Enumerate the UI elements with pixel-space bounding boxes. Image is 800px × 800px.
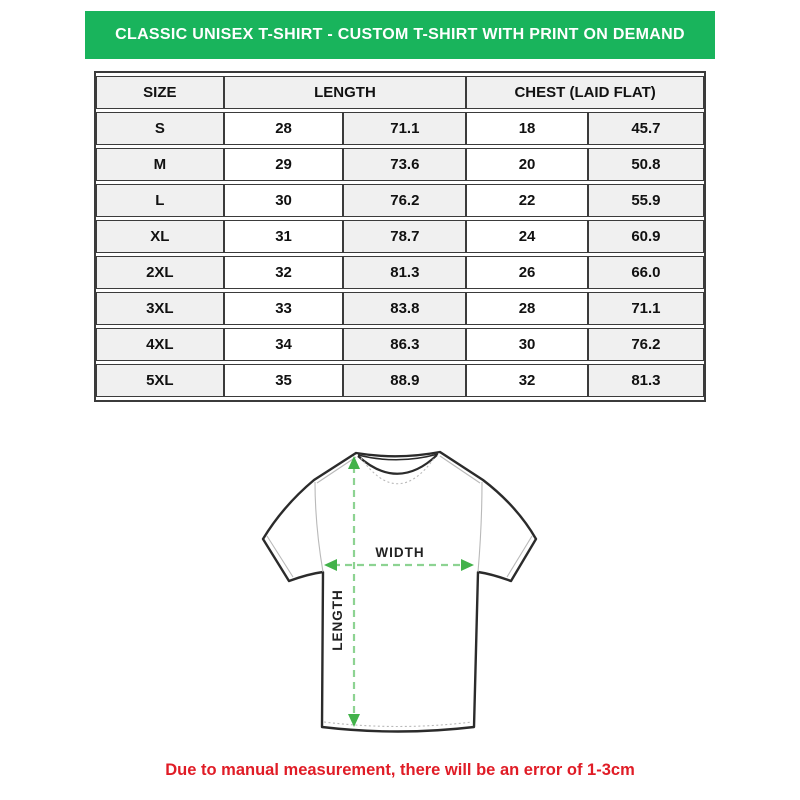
chest-cm-cell: 71.1 xyxy=(588,292,704,325)
length-in-cell: 28 xyxy=(224,112,344,145)
length-cm-cell: 73.6 xyxy=(343,148,466,181)
length-in-cell: 34 xyxy=(224,328,344,361)
chest-in-cell: 18 xyxy=(466,112,588,145)
column-header-chest: CHEST (LAID FLAT) xyxy=(466,76,704,109)
length-in-cell: 29 xyxy=(224,148,344,181)
length-cm-cell: 71.1 xyxy=(343,112,466,145)
size-cell: L xyxy=(96,184,224,217)
column-header-length: LENGTH xyxy=(224,76,467,109)
chest-cm-cell: 55.9 xyxy=(588,184,704,217)
length-in-cell: 35 xyxy=(224,364,344,397)
chest-in-cell: 22 xyxy=(466,184,588,217)
size-cell: S xyxy=(96,112,224,145)
chest-cm-cell: 45.7 xyxy=(588,112,704,145)
length-in-cell: 32 xyxy=(224,256,344,289)
chest-cm-cell: 66.0 xyxy=(588,256,704,289)
measurement-error-note: Due to manual measurement, there will be an error of 1-3cm xyxy=(165,761,635,779)
length-cm-cell: 81.3 xyxy=(343,256,466,289)
length-cm-cell: 86.3 xyxy=(343,328,466,361)
size-cell: 3XL xyxy=(96,292,224,325)
chest-cm-cell: 81.3 xyxy=(588,364,704,397)
size-chart-table xyxy=(94,71,706,402)
table-row xyxy=(96,184,704,217)
length-cm-cell: 83.8 xyxy=(343,292,466,325)
chest-in-cell: 24 xyxy=(466,220,588,253)
size-cell: 4XL xyxy=(96,328,224,361)
tshirt-diagram xyxy=(230,430,570,760)
table-row xyxy=(96,364,704,397)
chest-cm-cell: 60.9 xyxy=(588,220,704,253)
chest-cm-cell: 50.8 xyxy=(588,148,704,181)
tshirt-outline xyxy=(263,452,536,732)
table-row xyxy=(96,328,704,361)
column-header-size: SIZE xyxy=(96,76,224,109)
width-label: WIDTH xyxy=(375,545,425,560)
table-row xyxy=(96,256,704,289)
length-label: LENGTH xyxy=(330,589,345,651)
table-row xyxy=(96,112,704,145)
table-row xyxy=(96,148,704,181)
chest-in-cell: 26 xyxy=(466,256,588,289)
page-title: CLASSIC UNISEX T-SHIRT - CUSTOM T-SHIRT WITH PRINT ON DEMAND xyxy=(115,26,685,43)
table-row xyxy=(96,220,704,253)
chest-in-cell: 28 xyxy=(466,292,588,325)
size-cell: 5XL xyxy=(96,364,224,397)
size-cell: M xyxy=(96,148,224,181)
size-cell: XL xyxy=(96,220,224,253)
length-in-cell: 30 xyxy=(224,184,344,217)
length-in-cell: 31 xyxy=(224,220,344,253)
length-in-cell: 33 xyxy=(224,292,344,325)
chest-cm-cell: 76.2 xyxy=(588,328,704,361)
table-row xyxy=(96,292,704,325)
chest-in-cell: 30 xyxy=(466,328,588,361)
chest-in-cell: 32 xyxy=(466,364,588,397)
length-cm-cell: 88.9 xyxy=(343,364,466,397)
length-cm-cell: 76.2 xyxy=(343,184,466,217)
size-cell: 2XL xyxy=(96,256,224,289)
chest-in-cell: 20 xyxy=(466,148,588,181)
table-header-row xyxy=(96,76,704,109)
header-banner xyxy=(85,11,715,59)
length-cm-cell: 78.7 xyxy=(343,220,466,253)
